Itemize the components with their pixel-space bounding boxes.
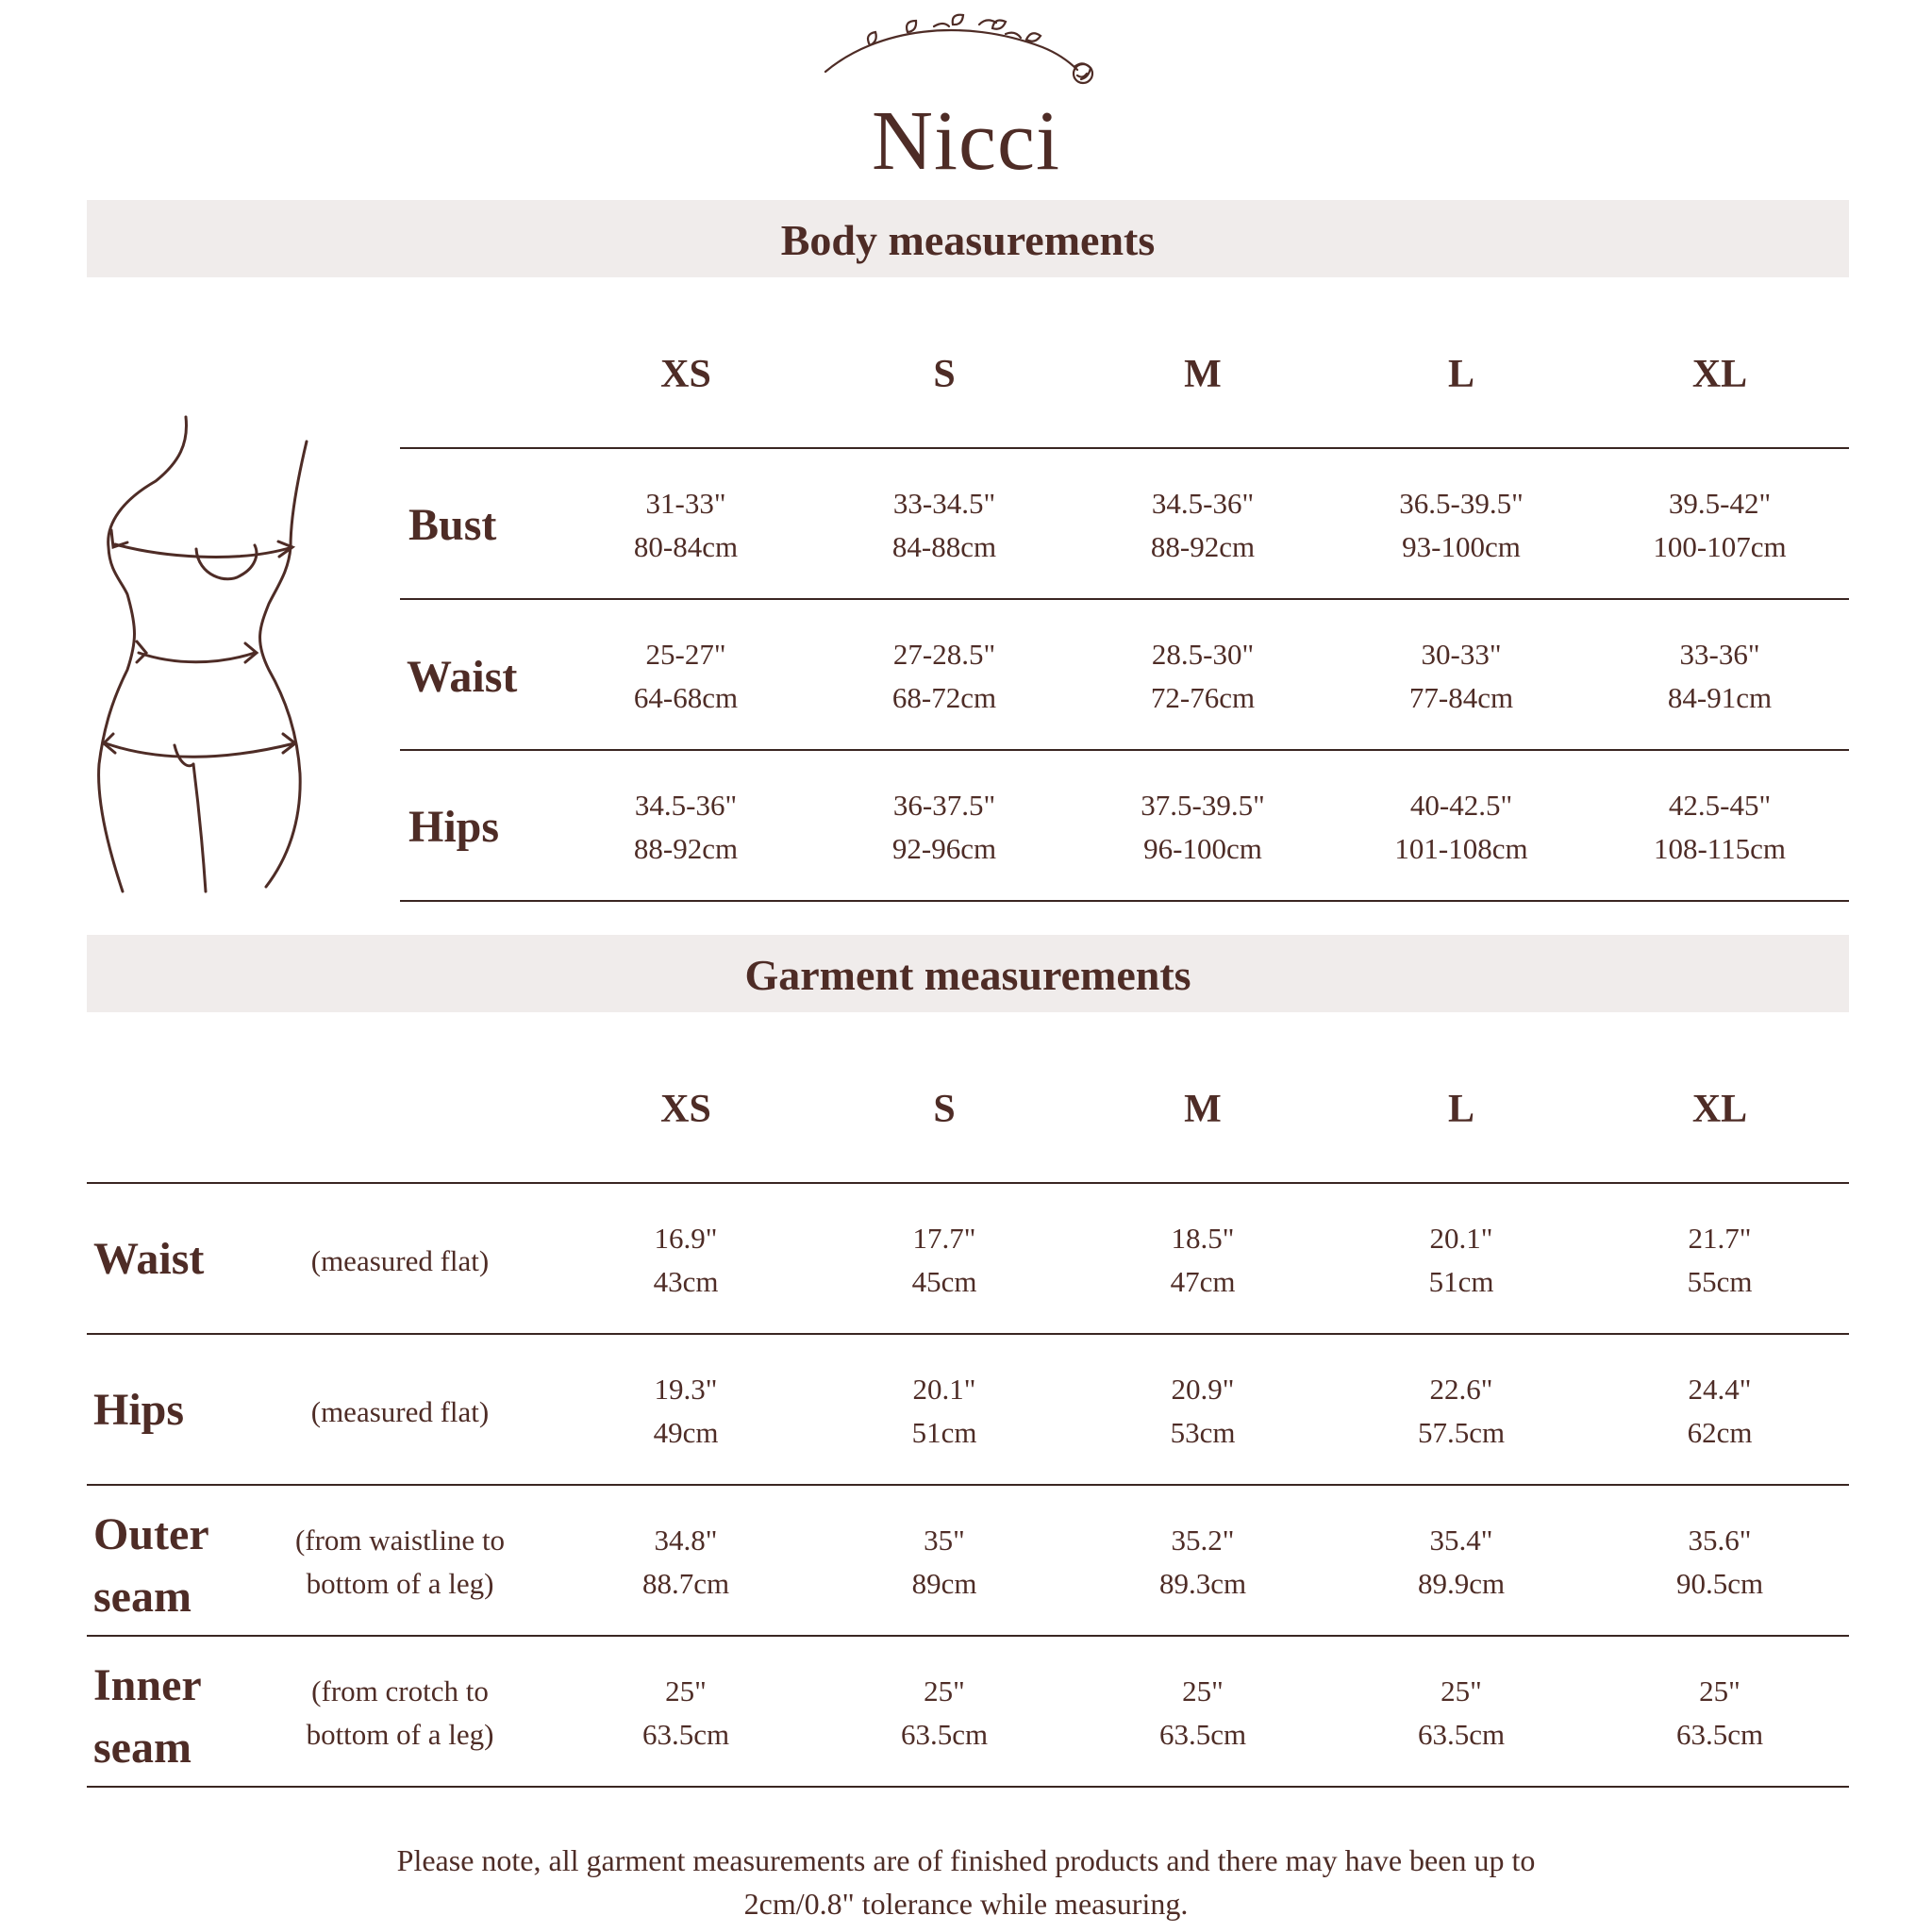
floral-branch-logo-icon <box>821 9 1123 94</box>
garment-hips-xl: 24.4" 62cm <box>1687 1373 1753 1449</box>
garment-inner-seam-l: 25" 63.5cm <box>1417 1674 1506 1751</box>
garment-divider <box>87 1635 1849 1637</box>
garment-outer-seam-xs: 34.8" 88.7cm <box>641 1524 730 1600</box>
garment-inner-seam-xl: 25" 63.5cm <box>1675 1674 1764 1751</box>
garment-inner-seam-xs: 25" 63.5cm <box>641 1674 730 1751</box>
body-label-bust: Bust <box>408 500 497 550</box>
body-divider <box>400 598 1849 600</box>
body-bust-s: 33-34.5" 84-88cm <box>891 487 997 563</box>
garment-outer-seam-s: 35" 89cm <box>911 1524 977 1600</box>
garment-waist-s: 17.7" 45cm <box>911 1222 977 1298</box>
garment-waist-xl: 21.7" 55cm <box>1687 1222 1753 1298</box>
garment-note-hips: (measured flat) <box>310 1395 490 1428</box>
garment-waist-xs: 16.9" 43cm <box>653 1222 719 1298</box>
body-waist-s: 27-28.5" 68-72cm <box>891 638 997 714</box>
body-measurements-title: Body measurements <box>87 200 1849 277</box>
body-hips-l: 40-42.5" 101-108cm <box>1394 789 1528 865</box>
garment-waist-m: 18.5" 47cm <box>1170 1222 1236 1298</box>
body-waist-xs: 25-27" 64-68cm <box>633 638 739 714</box>
body-size-s: S <box>933 353 956 396</box>
body-divider <box>400 749 1849 751</box>
garment-note-inner-seam: (from crotch to bottom of a leg) <box>306 1674 494 1751</box>
garment-hips-m: 20.9" 53cm <box>1170 1373 1236 1449</box>
body-bust-xl: 39.5-42" 100-107cm <box>1653 487 1787 563</box>
garment-inner-seam-s: 25" 63.5cm <box>900 1674 989 1751</box>
body-bust-m: 34.5-36" 88-92cm <box>1150 487 1256 563</box>
garment-waist-l: 20.1" 51cm <box>1428 1222 1494 1298</box>
body-waist-m: 28.5-30" 72-76cm <box>1150 638 1256 714</box>
garment-note-waist: (measured flat) <box>310 1244 490 1277</box>
garment-measurements-title: Garment measurements <box>87 935 1849 1012</box>
garment-size-s: S <box>933 1088 956 1131</box>
body-hips-s: 36-37.5" 92-96cm <box>891 789 997 865</box>
body-size-xs: XS <box>660 353 711 396</box>
garment-label-waist: Waist <box>93 1234 205 1284</box>
garment-outer-seam-m: 35.2" 89.3cm <box>1158 1524 1247 1600</box>
garment-hips-s: 20.1" 51cm <box>911 1373 977 1449</box>
garment-hips-xs: 19.3" 49cm <box>653 1373 719 1449</box>
body-waist-l: 30-33" 77-84cm <box>1408 638 1514 714</box>
garment-outer-seam-l: 35.4" 89.9cm <box>1417 1524 1506 1600</box>
body-size-xl: XL <box>1691 353 1748 396</box>
body-bust-l: 36.5-39.5" 93-100cm <box>1399 487 1524 563</box>
garment-divider <box>87 1182 1849 1184</box>
body-bust-xs: 31-33" 80-84cm <box>633 487 739 563</box>
body-figure-illustration <box>85 406 330 906</box>
body-hips-xl: 42.5-45" 108-115cm <box>1653 789 1787 865</box>
garment-size-xs: XS <box>660 1088 711 1131</box>
brand-name: Nicci <box>872 94 1060 188</box>
garment-divider <box>87 1786 1849 1788</box>
garment-inner-seam-m: 25" 63.5cm <box>1158 1674 1247 1751</box>
garment-outer-seam-xl: 35.6" 90.5cm <box>1675 1524 1764 1600</box>
garment-size-xl: XL <box>1691 1088 1748 1131</box>
garment-divider <box>87 1484 1849 1486</box>
body-divider <box>400 447 1849 449</box>
body-label-waist: Waist <box>407 652 518 702</box>
body-hips-m: 37.5-39.5" 96-100cm <box>1141 789 1265 865</box>
garment-label-inner-seam: Inner seam <box>93 1660 202 1773</box>
body-label-hips: Hips <box>408 802 500 852</box>
garment-divider <box>87 1333 1849 1335</box>
body-size-l: L <box>1447 353 1474 396</box>
footnote-line: Please note, all garment measurements are of finished products and there may have been up to <box>396 1843 1536 1877</box>
footnote <box>0 1839 1932 1925</box>
garment-label-hips: Hips <box>93 1385 185 1435</box>
garment-hips-l: 22.6" 57.5cm <box>1417 1373 1506 1449</box>
garment-size-m: M <box>1184 1088 1222 1131</box>
body-waist-xl: 33-36" 84-91cm <box>1667 638 1773 714</box>
footnote-line: 2cm/0.8" tolerance while measuring. <box>743 1887 1189 1921</box>
body-hips-xs: 34.5-36" 88-92cm <box>633 789 739 865</box>
body-size-m: M <box>1184 353 1222 396</box>
body-divider <box>400 900 1849 902</box>
garment-size-l: L <box>1447 1088 1474 1131</box>
garment-note-outer-seam: (from waistline to bottom of a leg) <box>294 1524 506 1600</box>
garment-label-outer-seam: Outer seam <box>93 1509 209 1622</box>
